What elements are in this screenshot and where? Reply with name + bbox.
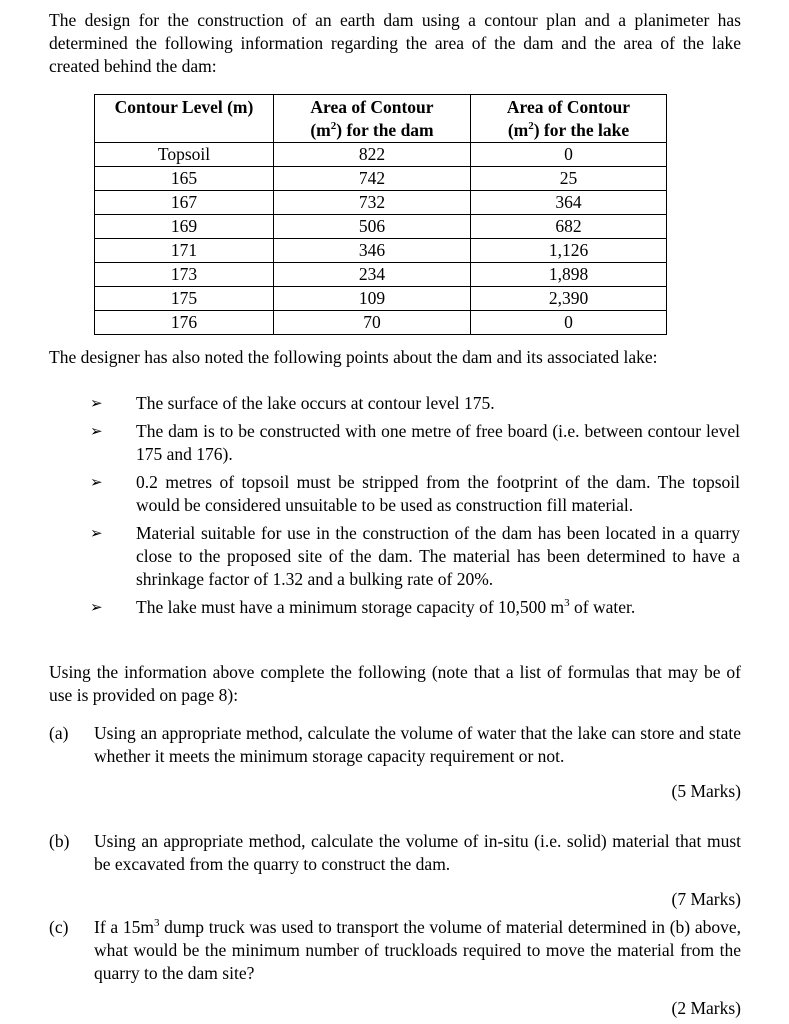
header-contour-level: Contour Level (m) [95, 95, 274, 143]
arrow-bullet-icon: ➢ [90, 422, 103, 440]
question-marks: (2 Marks) [671, 998, 741, 1018]
cell-lake-area: 682 [471, 215, 667, 239]
question-text: Using an appropriate method, calculate the volume of water that the lake can store and state whether it meets the minimum storage capacity requirement or not. [94, 723, 741, 766]
table-row [95, 215, 667, 239]
cell-dam-area: 109 [274, 287, 471, 311]
arrow-bullet-icon: ➢ [90, 524, 103, 542]
arrow-bullet-icon: ➢ [90, 598, 103, 616]
cell-level: 171 [95, 239, 274, 263]
cell-lake-area: 0 [471, 143, 667, 167]
point-text: The surface of the lake occurs at contour level 175. [136, 393, 495, 413]
cell-dam-area: 506 [274, 215, 471, 239]
cell-lake-area: 25 [471, 167, 667, 191]
list-item [90, 420, 740, 466]
intro-paragraph: The design for the construction of an earth dam using a contour plan and a planimeter has determined the following information regarding the area of the dam and the area of the lake created behind the dam: [49, 10, 741, 76]
question-label: (a) [49, 723, 69, 743]
question-text: Using an appropriate method, calculate the volume of in-situ (i.e. solid) material that must be excavated from the quarry to construct the dam. [94, 831, 741, 874]
point-text: The lake must have a minimum storage capacity of 10,500 $m^3$ of water. [136, 597, 636, 617]
question-label: (c) [49, 917, 69, 937]
question-label: (b) [49, 831, 70, 851]
table-row [95, 143, 667, 167]
question-marks: (5 Marks) [671, 781, 741, 801]
cell-level: 176 [95, 311, 274, 335]
cell-dam-area: 234 [274, 263, 471, 287]
table-row [95, 287, 667, 311]
question-marks: (7 Marks) [671, 889, 741, 909]
instructions-paragraph: Using the information above complete the following (note that a list of formulas that may be of use is provided on page 8): [49, 662, 741, 705]
cell-level: Topsoil [95, 143, 274, 167]
point-text: Material suitable for use in the construction of the dam has been located in a quarry close to the proposed site of the dam. The material has been determined to have a shrinkage factor of 1.32 and a bulking rate of 20%. [136, 523, 740, 589]
cell-level: 169 [95, 215, 274, 239]
table-row [95, 191, 667, 215]
cell-level: 173 [95, 263, 274, 287]
cell-level: 165 [95, 167, 274, 191]
table-row [95, 263, 667, 287]
question-a [49, 722, 741, 803]
cell-dam-area: 70 [274, 311, 471, 335]
cell-lake-area: 2,390 [471, 287, 667, 311]
table-row [95, 239, 667, 263]
cell-lake-area: 0 [471, 311, 667, 335]
question-b [49, 830, 741, 911]
header-dam-area: Area of Contour $(m^2)$ for the dam [274, 95, 471, 143]
contour-area-table [94, 94, 667, 335]
cell-lake-area: 1,126 [471, 239, 667, 263]
arrow-bullet-icon: ➢ [90, 394, 103, 412]
arrow-bullet-icon: ➢ [90, 473, 103, 491]
point-text: 0.2 metres of topsoil must be stripped from the footprint of the dam. The topsoil would be considered unsuitable to be used as construction fill material. [136, 472, 740, 515]
table-row [95, 311, 667, 335]
list-item [90, 522, 740, 591]
list-item [90, 471, 740, 517]
list-item [90, 596, 740, 619]
question-c [49, 916, 741, 1020]
cell-level: 175 [95, 287, 274, 311]
question-text: If a $15m^3$ dump truck was used to transport the volume of material determined in (b) above, what would be the minimum number of truckloads required to move the material from the quarry to the dam site? [94, 917, 741, 983]
table-row [95, 167, 667, 191]
design-points-list [90, 392, 740, 624]
cell-dam-area: 346 [274, 239, 471, 263]
table-header-row [95, 95, 667, 143]
point-text: The dam is to be constructed with one metre of free board (i.e. between contour level 175 and 176). [136, 421, 740, 464]
header-lake-area: Area of Contour $(m^2)$ for the lake [471, 95, 667, 143]
cell-dam-area: 742 [274, 167, 471, 191]
list-item [90, 392, 740, 415]
cell-lake-area: 364 [471, 191, 667, 215]
cell-dam-area: 732 [274, 191, 471, 215]
cell-level: 167 [95, 191, 274, 215]
notes-intro: The designer has also noted the following points about the dam and its associated lake: [49, 347, 658, 367]
cell-lake-area: 1,898 [471, 263, 667, 287]
cell-dam-area: 822 [274, 143, 471, 167]
